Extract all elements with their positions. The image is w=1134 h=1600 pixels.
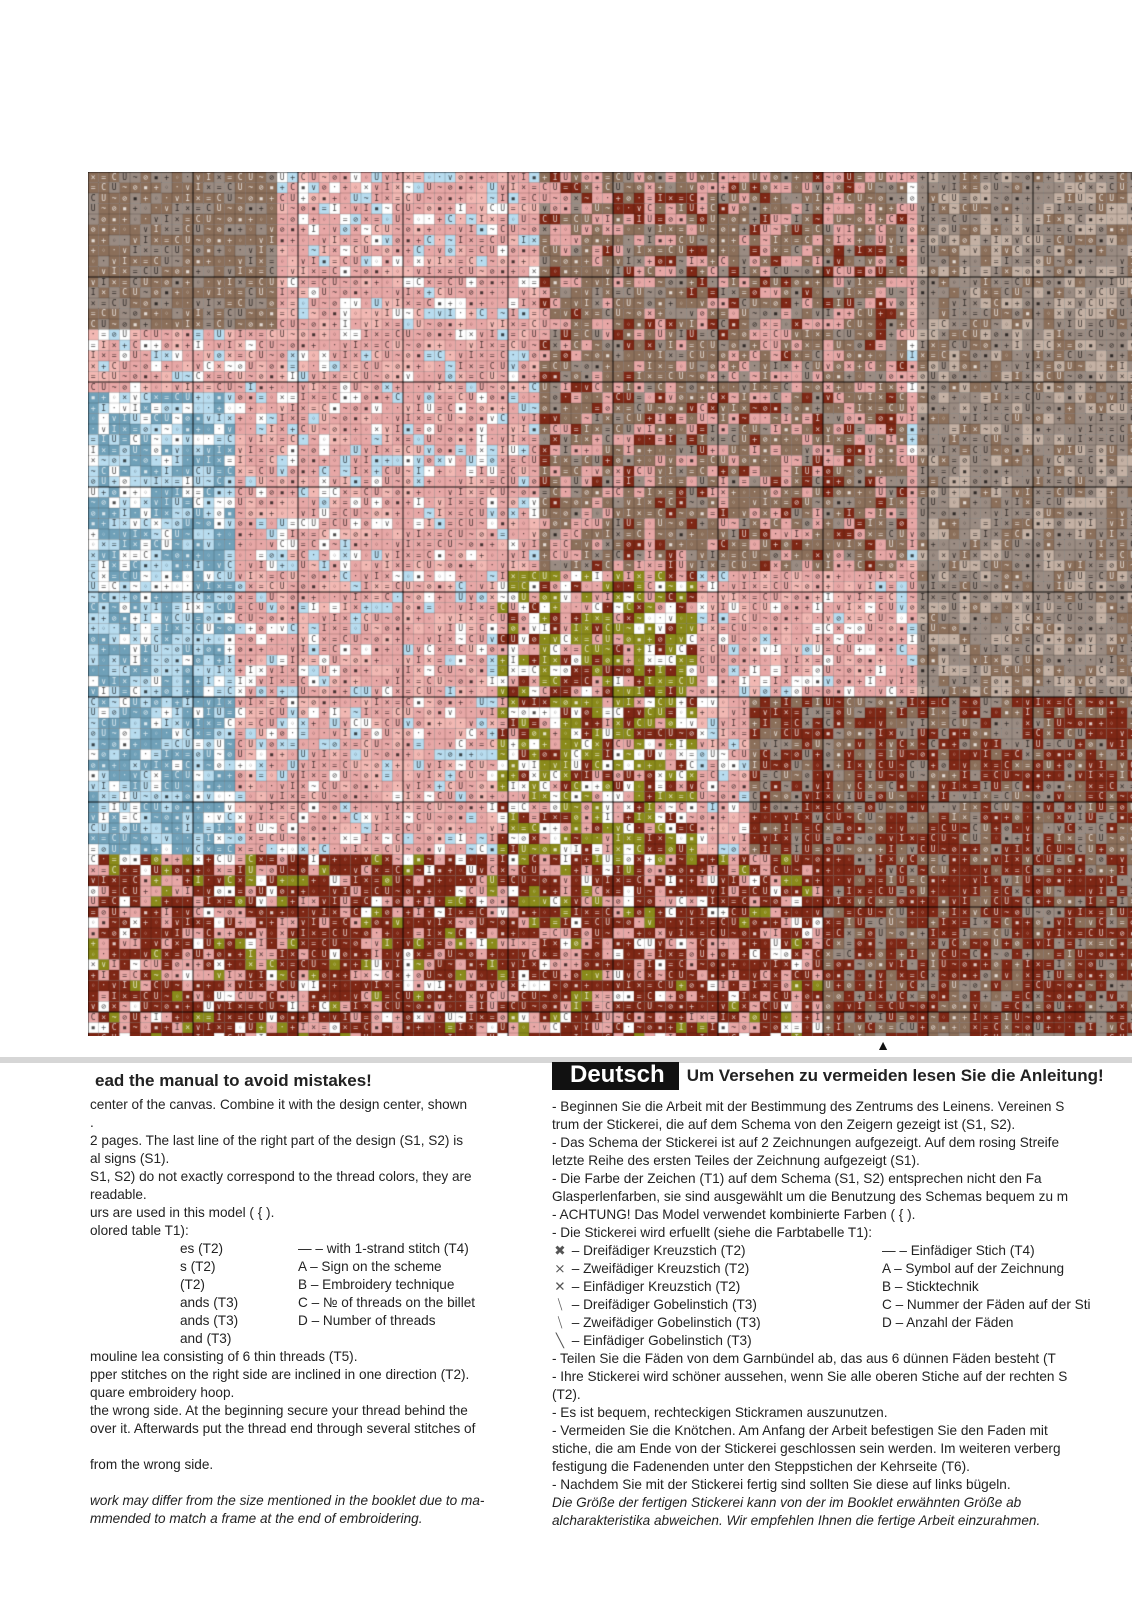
english-text	[0, 1096, 528, 1240]
text-line: alcharakteristika abweichen. Wir empfehlen Ihnen die fertige Arbeit einzurahmen.	[552, 1513, 1041, 1528]
text-line: - Die Stickerei wird erfuellt (siehe die Farbtabelle T1):	[552, 1225, 873, 1240]
text-line: the wrong side. At the beginning secure your thread behind the	[90, 1403, 468, 1418]
text-line: B – Sticktechnik	[882, 1279, 979, 1294]
text-line: .	[90, 1115, 94, 1130]
stitch-icon: ╲	[555, 1333, 565, 1348]
legend-item	[552, 1296, 882, 1314]
deutsch-legend-right	[882, 1242, 1091, 1350]
text-line: work may differ from the size mentioned in the booklet due to ma-	[90, 1493, 485, 1508]
pattern-grid-canvas	[88, 172, 1132, 1036]
legend-item	[552, 1332, 882, 1350]
legend-text: – Dreifädiger Kreuzstich (T2)	[568, 1243, 746, 1258]
deutsch-legend-left	[552, 1242, 882, 1350]
legend-item	[552, 1278, 882, 1296]
legend-text: – Dreifädiger Gobelinstich (T3)	[568, 1297, 757, 1312]
text-line: olored table T1):	[90, 1223, 189, 1238]
pattern-chart	[88, 172, 1132, 1036]
legend-item	[552, 1314, 882, 1332]
text-line: al signs (S1).	[90, 1151, 170, 1166]
text-line: mouline lea consisting of 6 thin threads (T5).	[90, 1349, 358, 1364]
english-legend-left	[0, 1240, 239, 1348]
english-heading: ead the manual to avoid mistakes!	[95, 1071, 372, 1090]
text-line: quare embroidery hoop.	[90, 1385, 235, 1400]
text-line: Glasperlenfarben, sie sind ausgewählt um die Benutzung des Schemas bequem zu m	[552, 1189, 1069, 1204]
deutsch-title: Deutsch	[552, 1062, 679, 1090]
stitch-icon: ⧹	[557, 1297, 563, 1312]
text-line: A – Symbol auf der Zeichnung	[882, 1261, 1065, 1276]
english-legend	[0, 1240, 528, 1348]
stitch-icon: ⧹	[557, 1315, 563, 1330]
text-line: stiche, die am Ende von der Stickerei geschlossen sein werden. Im weiteren verberg	[552, 1441, 1061, 1456]
text-line: — – with 1-strand stitch (T4)	[298, 1241, 469, 1256]
text-line: ands (T3)	[180, 1295, 239, 1310]
text-line: A – Sign on the scheme	[298, 1259, 442, 1274]
text-line: C – Nummer der Fäden auf der Sti	[882, 1297, 1091, 1312]
text-line: (T2)	[180, 1277, 205, 1292]
text-line: from the wrong side.	[90, 1457, 214, 1472]
english-text-2	[0, 1348, 528, 1492]
text-line: - Das Schema der Stickerei ist auf 2 Zeichnungen aufgezeigt. Auf dem rosing Streife	[552, 1135, 1060, 1150]
legend-text: – Zweifädiger Kreuzstich (T2)	[568, 1261, 750, 1276]
text-line: pper stitches on the right side are inclined in one direction (T2).	[90, 1367, 470, 1382]
text-line: - Die Farbe der Zeichen (T1) auf dem Schema (S1, S2) entsprechen nicht den Fa	[552, 1171, 1042, 1186]
text-line: letzte Reihe des ersten Teiles der Zeichnung aufgezeigt (S1).	[552, 1153, 920, 1168]
deutsch-heading: Um Versehen zu vermeiden lesen Sie die Anleitung!	[686, 1066, 1104, 1085]
text-line: center of the canvas. Combine it with the design center, shown	[90, 1097, 468, 1112]
text-line: C – № of threads on the billet	[298, 1295, 476, 1310]
center-arrow-icon: ▲	[876, 1037, 890, 1053]
text-line: trum der Stickerei, die auf dem Schema von den Zeigern gezeigt ist (S1, S2).	[552, 1117, 1016, 1132]
text-line: D – Anzahl der Fäden	[882, 1315, 1014, 1330]
text-line: festigung die Fadenenden unter den Steppstichen der Kehrseite (T6).	[552, 1459, 970, 1474]
deutsch-header	[552, 1062, 1134, 1090]
english-italic-note	[0, 1492, 528, 1528]
legend-text: – Einfädiger Kreuzstich (T2)	[568, 1279, 741, 1294]
deutsch-text	[552, 1098, 1134, 1242]
text-line: s (T2)	[180, 1259, 216, 1274]
text-line: - Teilen Sie die Fäden von dem Garnbündel ab, das aus 6 dünnen Fäden besteht (T	[552, 1351, 1056, 1366]
text-line: and (T3)	[180, 1331, 232, 1346]
legend-text: – Zweifädiger Gobelinstich (T3)	[568, 1315, 761, 1330]
text-line: - Es ist bequem, rechteckigen Stickramen auszunutzen.	[552, 1405, 888, 1420]
legend-text: – Einfädiger Gobelinstich (T3)	[568, 1333, 752, 1348]
stitch-icon: ✖	[554, 1243, 566, 1258]
text-line: - Vermeiden Sie die Knötchen. Am Anfang der Arbeit befestigen Sie den Faden mit	[552, 1423, 1048, 1438]
text-line: mmended to match a frame at the end of embroidering.	[90, 1511, 423, 1526]
text-line: es (T2)	[180, 1241, 224, 1256]
text-line: - Ihre Stickerei wird schöner aussehen, wenn Sie alle oberen Stiche auf der rechten S	[552, 1369, 1068, 1384]
text-line: Die Größe der fertigen Stickerei kann von der im Booklet erwähnten Größe ab	[552, 1495, 1022, 1510]
legend-item	[552, 1242, 882, 1260]
stitch-icon: ✕	[554, 1279, 566, 1294]
text-line	[0, 1474, 528, 1492]
english-column	[0, 1068, 528, 1526]
text-line: S1, S2) do not exactly correspond to the thread colors, they are	[90, 1169, 472, 1184]
stitch-icon: ⨯	[554, 1261, 566, 1276]
text-line: ands (T3)	[180, 1313, 239, 1328]
text-line: D – Number of threads	[298, 1313, 436, 1328]
text-line: - Beginnen Sie die Arbeit mit der Bestimmung des Zentrums des Leinens. Vereinen S	[552, 1099, 1065, 1114]
text-line	[0, 1438, 528, 1456]
text-line: urs are used in this model ( { ).	[90, 1205, 275, 1220]
deutsch-text-2	[552, 1350, 1134, 1494]
text-line: - Nachdem Sie mit der Stickerei fertig sind sollten Sie diese auf links bügeln.	[552, 1477, 1011, 1492]
deutsch-legend	[552, 1242, 1134, 1350]
text-line: over it. Afterwards put the thread end through several stitches of	[90, 1421, 476, 1436]
deutsch-italic-note	[552, 1494, 1134, 1530]
text-line: 2 pages. The last line of the right part of the design (S1, S2) is	[90, 1133, 464, 1148]
text-line: - ACHTUNG! Das Model verwendet kombinierte Farben ( { ).	[552, 1207, 916, 1222]
text-line: — – Einfädiger Stich (T4)	[882, 1243, 1035, 1258]
legend-item	[552, 1260, 882, 1278]
deutsch-column	[550, 1061, 1134, 1528]
text-line: readable.	[90, 1187, 147, 1202]
text-line: (T2).	[552, 1387, 581, 1402]
english-legend-right	[180, 1240, 475, 1348]
text-line: B – Embroidery technique	[298, 1277, 455, 1292]
